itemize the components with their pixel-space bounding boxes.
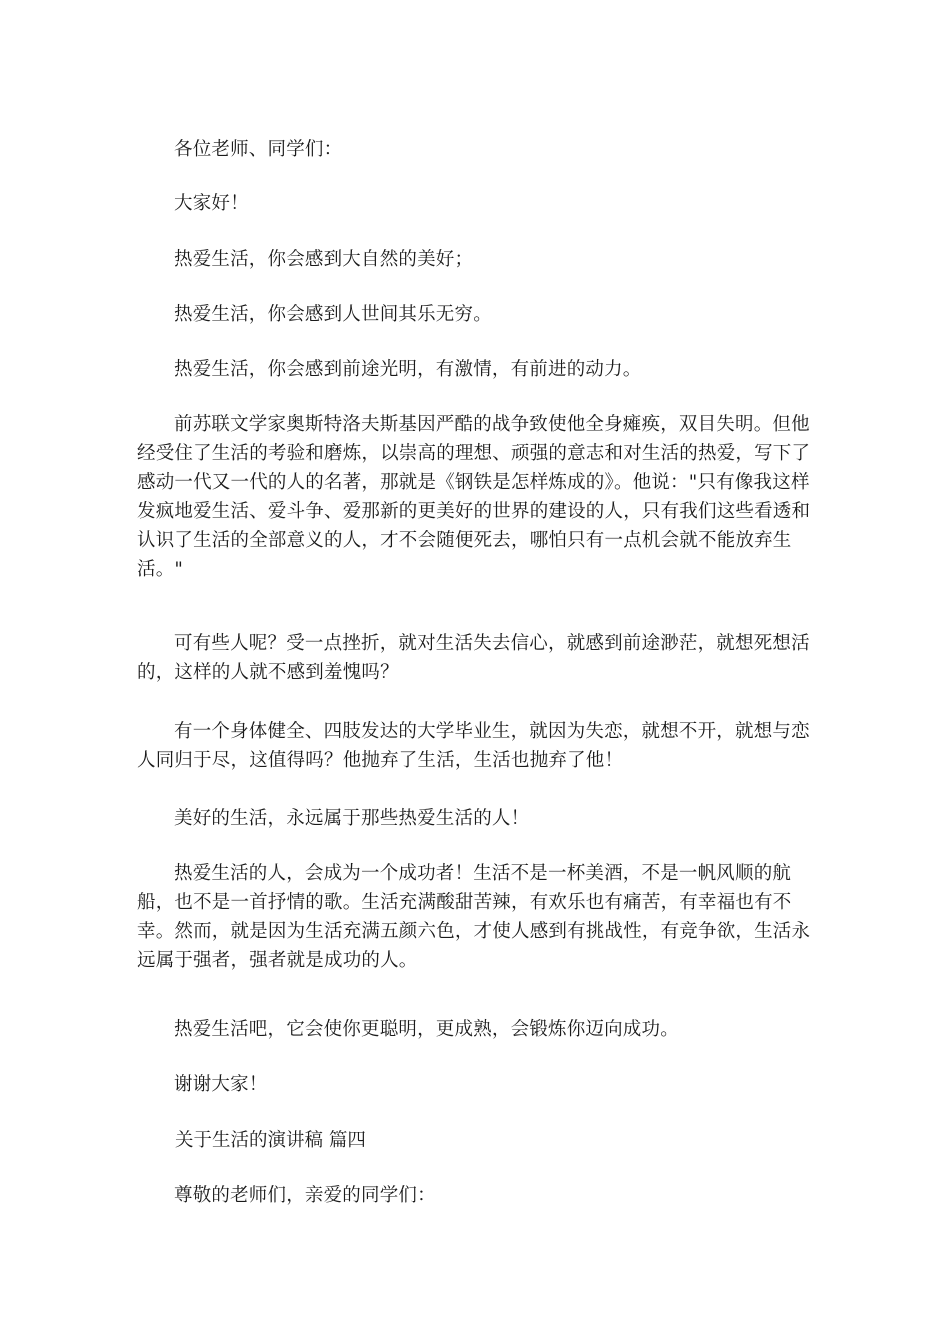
paragraph: 前苏联文学家奥斯特洛夫斯基因严酷的战争致使他全身瘫痪，双目失明。但他经受住了生活的考验和磨炼，以崇高的理想、顽强的意志和对生活的热爱，写下了感动一代又一代的人的名著，那就是《钢铁是怎样炼成的》。他说："只有像我这样发疯地爱生活、爱斗争、爱那新的更美好的世界的建设的人，只有我们这些看透和认识了生活的全部意义的人，才不会随便死去，哪怕只有一点机会就不能放弃生活。" xyxy=(137,414,811,580)
paragraph: 热爱生活，你会感到大自然的美好； xyxy=(174,249,474,270)
paragraph: 热爱生活，你会感到前途光明，有激情，有前进的动力。 xyxy=(174,359,642,380)
paragraph: 可有些人呢？受一点挫折，就对生活失去信心，就感到前途渺茫，就想死想活的，这样的人就不感到羞愧吗？ xyxy=(137,633,810,683)
paragraph: 美好的生活，永远属于那些热爱生活的人！ xyxy=(174,808,530,829)
paragraph: 热爱生活，你会感到人世间其乐无穷。 xyxy=(174,304,492,325)
salutation: 各位老师、同学们： xyxy=(174,139,343,160)
section-heading: 关于生活的演讲稿 篇四 xyxy=(175,1130,366,1151)
paragraph: 热爱生活的人，会成为一个成功者！生活不是一杯美酒，不是一帆风顺的航船，也不是一首抒情的歌。生活充满酸甜苦辣，有欢乐也有痛苦，有幸福也有不幸。然而，就是因为生活充满五颜六色，才使人感到有挑战性，有竞争欲，生活永远属于强者，强者就是成功的人。 xyxy=(137,863,811,971)
closing-thanks: 谢谢大家！ xyxy=(174,1074,268,1095)
paragraph: 热爱生活吧，它会使你更聪明，更成熟，会锻炼你迈向成功。 xyxy=(174,1019,679,1040)
paragraph: 有一个身体健全、四肢发达的大学毕业生，就因为失恋，就想不开，就想与恋人同归于尽，这值得吗？他抛弃了生活，生活也抛弃了他！ xyxy=(137,721,810,771)
greeting: 大家好！ xyxy=(174,193,249,214)
salutation: 尊敬的老师们，亲爱的同学们： xyxy=(174,1185,436,1206)
